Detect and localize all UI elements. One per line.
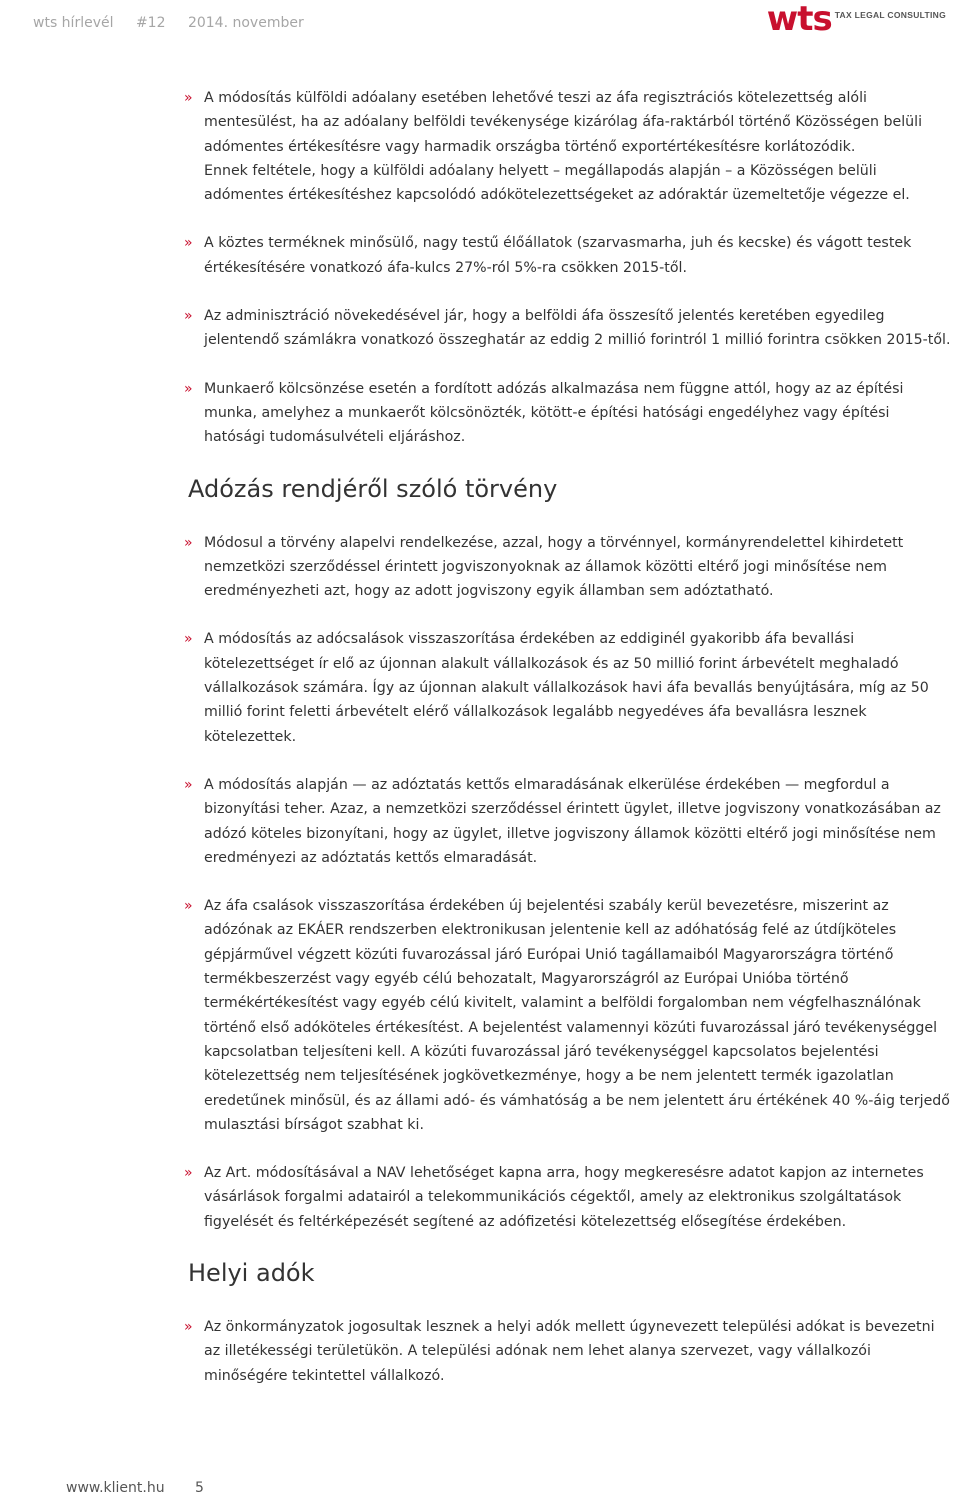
publication-name: wts hírlevél xyxy=(33,15,114,31)
bullet-item xyxy=(184,531,954,604)
footer xyxy=(66,1480,204,1496)
bullet-item xyxy=(184,304,954,353)
bullet-marker: » xyxy=(184,1318,193,1335)
bullet-paragraph: A módosítás alapján — az adóztatás kettős elmaradásának elkerülése érdekében — megfordul a bizonyítási teher. Azaz, a nemzetközi szerződéssel érintett ügylet, illetve jogviszony vonatkozásában az adózó köteles bizonyítani, hogy az ügylet, illetve jogviszony államok közötti eltérő jogi minősítése nem eredményezi az adóztatás kettős elmaradását. xyxy=(204,776,941,866)
bullet-item xyxy=(184,231,954,280)
bullet-paragraph: A módosítás az adócsalások visszaszorítása érdekében az eddiginél gyakoribb áfa bevallási kötelezettséget ír elő az újonnan alakult vállalkozások és az 50 millió forint árbevételt meghaladó vállalkozások számára. Így az újonnan alakult vállalkozások havi áfa bevallás benyújtására, míg az 50 millió forint feletti árbevételt elérő vállalkozások legalább negyedéves áfa bevallásra lesznek kötelezettek. xyxy=(204,631,929,745)
bullet-marker: » xyxy=(184,631,193,648)
bullet-item xyxy=(184,894,954,1137)
bullet-item xyxy=(184,773,954,870)
bullet-item xyxy=(184,86,954,207)
bullet-marker: » xyxy=(184,898,193,915)
bullet-item xyxy=(184,1161,954,1234)
bullet-marker: » xyxy=(184,90,193,106)
bullet-paragraph: Ennek feltétele, hogy a külföldi adóalany helyett – megállapodás alapján – a Közösségen belüli adómentes értékesítéshez kapcsolódó adókötelezettségeket az adóraktár üzemeltetője végezze el. xyxy=(204,162,910,204)
bullet-paragraph: Az Art. módosításával a NAV lehetőséget kapna arra, hogy megkeresésre adatot kapjon az internetes vásárlások forgalmi adatairól a telekommunikációs cégektől, amely az elektronikus szolgáltatások figyelését és feltérképezését segítené az adófizetési kötelezettség elősegítése érdekében. xyxy=(204,1165,924,1230)
section-title: Helyi adók xyxy=(188,1258,315,1287)
bullet-marker: » xyxy=(184,308,193,325)
issue-number: #12 xyxy=(135,15,166,31)
bullet-item xyxy=(184,377,954,450)
bullet-paragraph: A köztes terméknek minősülő, nagy testű élőállatok (szarvasmarha, juh és kecske) és vágott testek értékesítésére vonatkozó áfa-kulcs 27%-ról 5%-ra csökken 2015-től. xyxy=(204,235,912,276)
bullet-marker: » xyxy=(184,1165,193,1182)
bullet-item xyxy=(184,627,954,748)
bullet-paragraph: A módosítás külföldi adóalany esetében lehetővé teszi az áfa regisztrációs kötelezettség alóli mentesülést, ha az adóalany belföldi tevékenysége kizárólag áfa-raktárból történő Közösségen belüli adómentes értékesítésre vagy harmadik országba történő exportértékesítésre korlátozódik. xyxy=(204,90,923,155)
issue-date: 2014. november xyxy=(187,15,304,31)
header xyxy=(33,15,322,31)
bullet-paragraph: Az áfa csalások visszaszorítása érdekében új bejelentési szabály kerül bevezetésre, miszerint az adózónak az EKÁER rendszerben elektronikusan jelentenie kell az adóhatóság felé az útdíjköteles gépjárművel végzett közúti fuvarozással járó Európai Unió tagállamaiból Magyarországra történő termékbeszerzést vagy egyéb célú behozatalt, Magyarországról az Európai Unióba történő termékértékesítést vagy egyéb célú kivitelt, valamint a belföldi forgalomban nem végfelhasználónak történő első adóköteles értékesítést. A bejelentést valamennyi közúti fuvarozással járó tevékenységgel kapcsolatban teljesíteni kell. A közúti fuvarozással járó tevékenységgel kapcsolatos bejelentési kötelezettség nem teljesítésének jogkövetkezménye, hogy a be nem jelentett termék igazolatlan eredetűnek minősül, és az állami adó- és vámhatóság a be nem jelentett áru értékének 40 %-áig terjedő mulasztási bírságot szabhat ki. xyxy=(204,898,950,1133)
logo-mark: wts xyxy=(766,0,832,39)
bullet-paragraph: Az adminisztráció növekedésével jár, hogy a belföldi áfa összesítő jelentés keretében egyedileg jelentendő számlákra vonatkozó összeghatár az eddig 2 millió forintról 1 millió forintra csökken 2015-től. xyxy=(204,308,951,349)
bullet-marker: » xyxy=(184,380,193,397)
bullet-marker: » xyxy=(184,534,193,551)
bullet-paragraph: Az önkormányzatok jogosultak lesznek a helyi adók mellett úgynevezett települési adókat is bevezetni az illetékességi területükön. A települési adónak nem lehet alanya szervezet, vagy vállalkozói minőségére tekintettel vállalkozó. xyxy=(204,1318,935,1384)
section-title: Adózás rendjéről szóló törvény xyxy=(188,474,558,503)
bullet-marker: » xyxy=(184,776,193,793)
page-number: 5 xyxy=(195,1480,204,1496)
bullet-marker: » xyxy=(184,235,193,252)
wts-logo xyxy=(766,0,946,39)
footer-url: www.klient.hu xyxy=(66,1480,165,1496)
logo-tagline: TAX LEGAL CONSULTING xyxy=(834,10,946,20)
bullet-item xyxy=(184,1315,954,1388)
bullet-paragraph: Munkaerő kölcsönzése esetén a fordított adózás alkalmazása nem függne attól, hogy az az építési munka, amelyhez a munkaerőt kölcsönözték, kötött-e építési hatósági engedélyhez vagy építési hatósági tudomásulvételi eljáráshoz. xyxy=(204,380,904,446)
bullet-paragraph: Módosul a törvény alapelvi rendelkezése, azzal, hogy a törvénnyel, kormányrendelettel kihirdetett nemzetközi szerződéssel érintett jogviszonyoknak az államok közötti eltérő jogi minősítése nem eredményezheti azt, hogy az adott jogviszony egyik államban sem adóztatható. xyxy=(204,534,904,600)
article-body xyxy=(184,86,954,1412)
